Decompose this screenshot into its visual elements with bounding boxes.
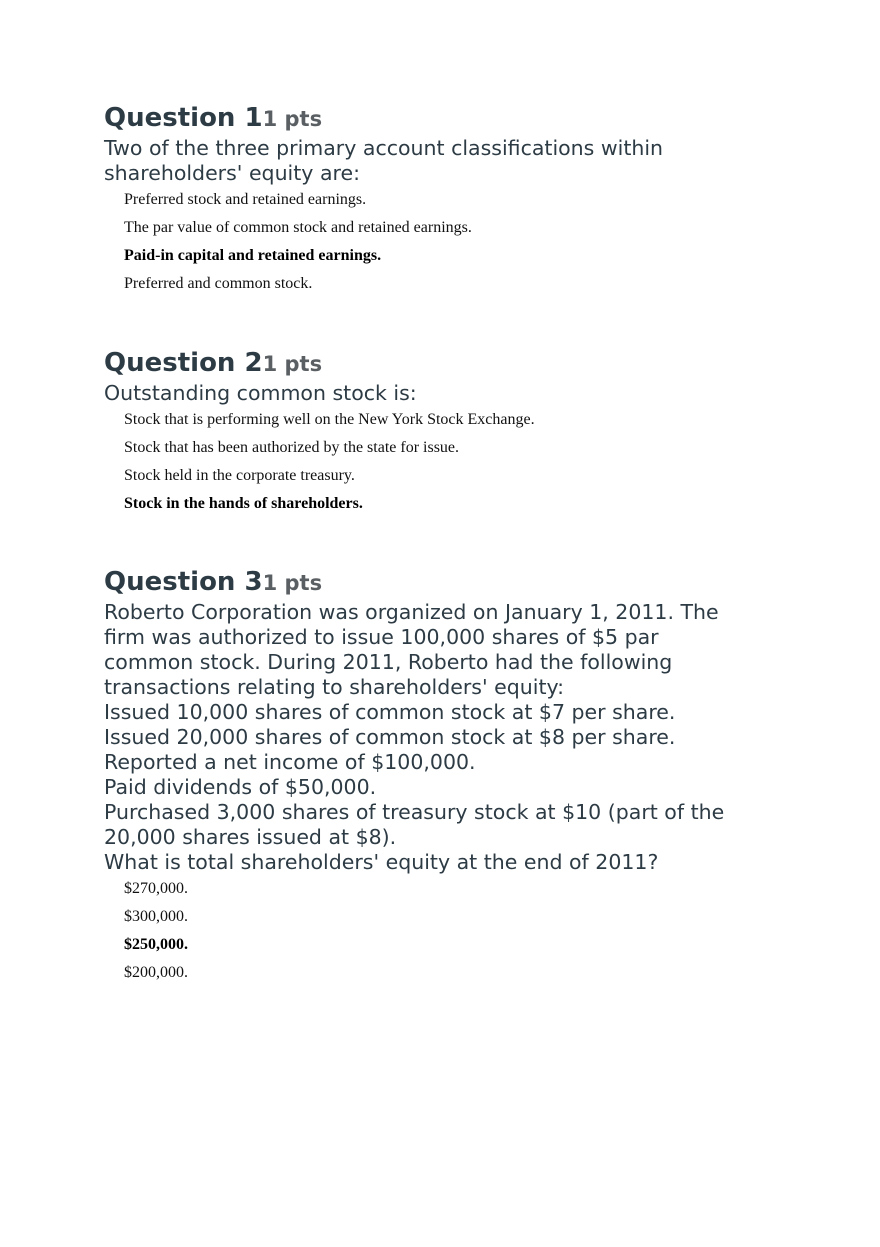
question-text-line: Reported a net income of $100,000. — [104, 750, 476, 774]
answer-option[interactable]: Preferred stock and retained earnings. — [124, 191, 367, 208]
question-text-line: Outstanding common stock is: — [104, 381, 417, 405]
answer-option[interactable]: Stock that has been authorized by the state for issue. — [124, 439, 460, 456]
question-text-line: 20,000 shares issued at $8). — [104, 825, 397, 849]
question-text — [104, 600, 724, 875]
answer-option[interactable]: Stock that is performing well on the New York Stock Exchange. — [124, 411, 535, 428]
answer-option[interactable]: $200,000. — [124, 964, 188, 981]
question-text-line: Two of the three primary account classifications within — [104, 136, 664, 160]
question-text-line: Issued 20,000 shares of common stock at $8 per share. — [104, 725, 676, 749]
question-text-line: transactions relating to shareholders' equity: — [104, 675, 565, 699]
question-text-line: common stock. During 2011, Roberto had the following — [104, 650, 673, 674]
question-points: 1 pts — [262, 107, 323, 131]
question-text-line: shareholders' equity are: — [104, 161, 360, 185]
answer-list — [104, 186, 663, 298]
answer-option[interactable]: $270,000. — [124, 880, 188, 897]
answer-option-correct[interactable]: $250,000. — [124, 936, 188, 953]
question-2 — [104, 345, 535, 518]
question-title: Question 3 — [104, 567, 263, 597]
answer-option-correct[interactable]: Paid-in capital and retained earnings. — [124, 247, 382, 264]
question-text-line: Roberto Corporation was organized on January 1, 2011. The — [104, 600, 719, 624]
question-text — [104, 136, 663, 186]
question-1 — [104, 100, 663, 298]
answer-list — [104, 875, 724, 987]
answer-option[interactable]: Stock held in the corporate treasury. — [124, 467, 355, 484]
question-text-line: Purchased 3,000 shares of treasury stock at $10 (part of the — [104, 800, 725, 824]
answer-option[interactable]: The par value of common stock and retained earnings. — [124, 219, 472, 236]
answer-list — [104, 406, 535, 518]
question-heading — [104, 564, 724, 600]
question-text — [104, 381, 535, 406]
question-text-line: Paid dividends of $50,000. — [104, 775, 377, 799]
question-points: 1 pts — [262, 571, 323, 595]
question-3 — [104, 564, 724, 987]
question-heading — [104, 345, 535, 381]
question-title: Question 1 — [104, 103, 263, 133]
answer-option[interactable]: Preferred and common stock. — [124, 275, 313, 292]
answer-option[interactable]: $300,000. — [124, 908, 188, 925]
answer-option-correct[interactable]: Stock in the hands of shareholders. — [124, 495, 363, 512]
question-text-line: What is total shareholders' equity at the end of 2011? — [104, 850, 659, 874]
question-text-line: firm was authorized to issue 100,000 shares of $5 par — [104, 625, 659, 649]
question-points: 1 pts — [262, 352, 323, 376]
question-text-line: Issued 10,000 shares of common stock at $7 per share. — [104, 700, 676, 724]
question-title: Question 2 — [104, 348, 263, 378]
question-heading — [104, 100, 663, 136]
